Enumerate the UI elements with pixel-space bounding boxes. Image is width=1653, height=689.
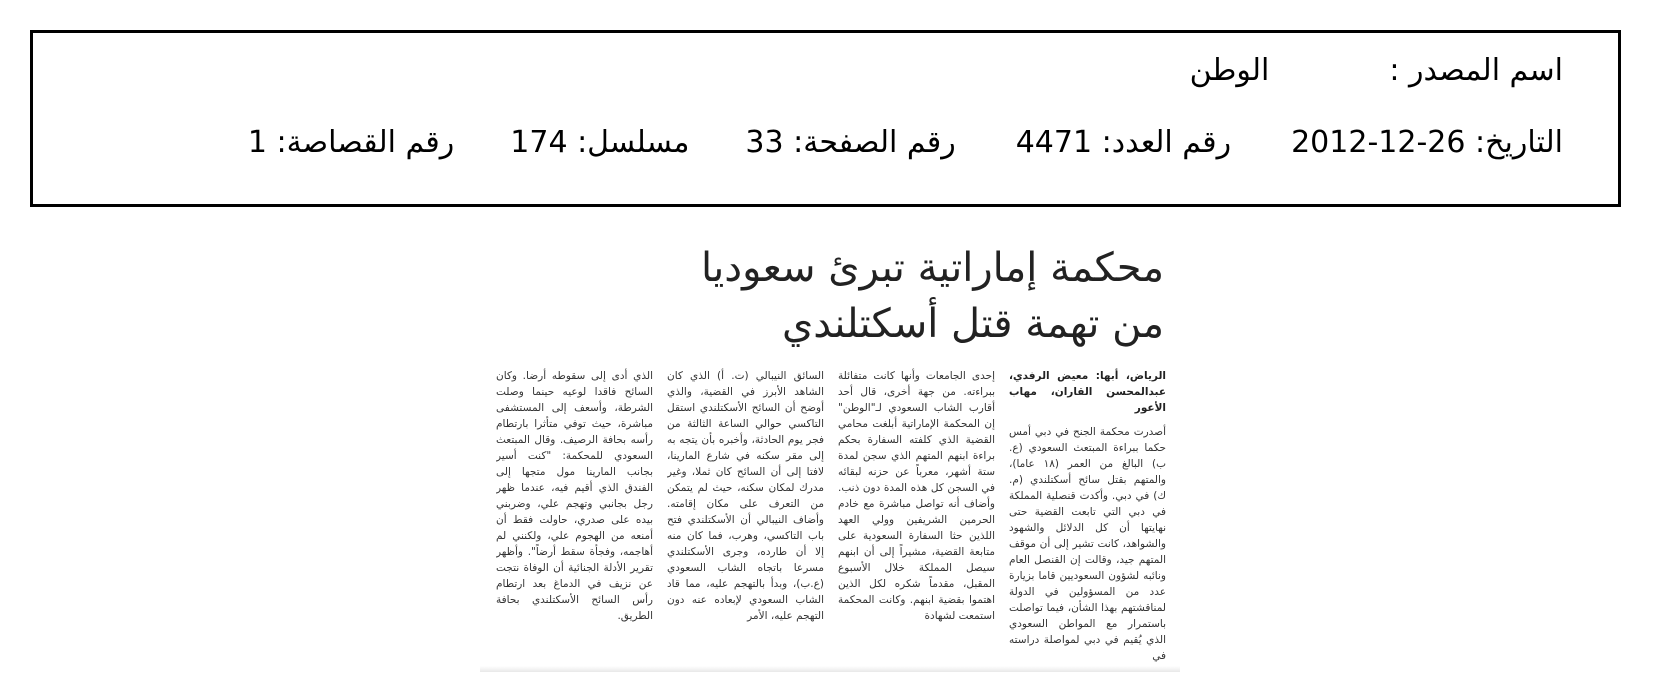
column-2-text: إحدى الجامعات وأنها كانت متفائلة ببراءته. من جهة أخرى، قال أحد أقارب الشاب السعودي لـ"الوطن" إن المحكمة الإماراتية أبلغت محامي القضية الذي كلفته السفارة بحكم براءة ابنهم المتهم الذي سجن لمدة ستة أشهر، معرباً عن حزنه لبقائه في السجن كل هذه المدة دون ذنب. وأضاف أنه تواصل مباشرة مع خادم الحرمين الشريفين وولي العهد اللذين حثا السفارة السعودية على متابعة القضية، مشيراً إلى أن ابنهم سيصل المملكة خلال الأسبوع المقبل، مقدماً شكره لكل الذين اهتموا بقضية ابنهم. وكانت المحكمة استمعت لشهادة <box>838 370 995 622</box>
info-row <box>248 125 1563 160</box>
column-3-text: السائق النيبالي (ت. أ) الذي كان الشاهد الأبرز في القضية، والذي أوضح أن السائح الأسكتلندي استقل التاكسي حوالي الساعة الثالثة من فجر يوم الحادثة، وأخبره بأن يتجه به إلى مقر سكنه في شارع المارينا، لافتا إلى أن السائح كان ثملا، وغير مدرك لمكان سكنه، حيث لم يتمكن من التعرف على مكان إقامته. وأضاف النيبالي أن الأسكتلندي فتح باب التاكسي، وهرب، فما كان منه إلا أن طارده، وجرى الأسكتلندي مسرعا باتجاه الشاب السعودي (ع.ب)، وبدأ بالتهجم عليه، مما قاد الشاب السعودي لإبعاده عنه دون التهجم عليه، الأمر <box>667 370 824 622</box>
article-column-3 <box>667 368 824 668</box>
metadata-box <box>30 30 1621 207</box>
newspaper-clipping <box>480 240 1180 672</box>
article-column-1 <box>1009 368 1166 668</box>
headline-line-2: من تهمة قتل أسكتلندي <box>781 301 1164 347</box>
scan-edge <box>480 666 1180 672</box>
source-row <box>1190 53 1563 88</box>
column-4-text: الذي أدى إلى سقوطه أرضا. وكان السائح فاقدا لوعيه حينما وصلت الشرطة، وأسعف إلى المستشفى مباشرة، حيث توفي متأثرا بارتطام رأسه بحافة الرصيف. وقال المبتعث السعودي للمحكمة: "كنت أسير بجانب المارينا مول متجها إلى الفندق الذي أقيم فيه، عندما ظهر رجل بجانبي وتهجم علي، وضربني بيده على صدري، حاولت فقط أن أمنعه من الهجوم علي، ولكنني لم أهاجمه، وفجأة سقط أرضاً". وأظهر تقرير الأدلة الجنائية أن الوفاة نتجت عن نزيف في الدماغ بعد ارتطام رأس السائح الأسكتلندي بحافة الطريق. <box>496 370 653 622</box>
article-column-4 <box>496 368 653 668</box>
clipping-field: رقم القصاصة: 1 <box>247 125 455 160</box>
serial-field: مسلسل: 174 <box>510 125 690 160</box>
column-1-text: أصدرت محكمة الجنح في دبي أمس حكما ببراءة المبتعث السعودي (ع. ب) البالغ من العمر (١٨ عاما)، والمتهم بقتل سائح أسكتلندي (م. ك) في دبي. وأكدت قنصلية المملكة في دبي التي تابعت القضية حتى نهايتها أن كل الدلائل والشهود والشواهد، كانت تشير إلى أن موقف المتهم جيد، وقالت إن القنصل العام ونائبه لشؤون السعوديين قاما بزيارة عدد من المسؤولين في الدولة لمناقشتهم بهذا الشأن، فيما تواصلت باستمرار مع المواطن السعودي الذي يُقيم في دبي لمواصلة دراسته في <box>1009 426 1166 662</box>
source-label: اسم المصدر : <box>1389 53 1563 88</box>
byline: الرياض، أبها: معيض الرفدي، عبدالمحسن القاران، مهاب الأعور <box>1009 370 1166 414</box>
page-field: رقم الصفحة: 33 <box>745 125 956 160</box>
date-field: التاريخ: 26-12-2012 <box>1291 125 1563 160</box>
article-columns <box>496 368 1166 668</box>
headline-line-1: محكمة إماراتية تبرئ سعوديا <box>700 245 1164 291</box>
issue-field: رقم العدد: 4471 <box>1015 125 1232 160</box>
source-value: الوطن <box>1189 53 1270 88</box>
article-column-2 <box>838 368 995 668</box>
